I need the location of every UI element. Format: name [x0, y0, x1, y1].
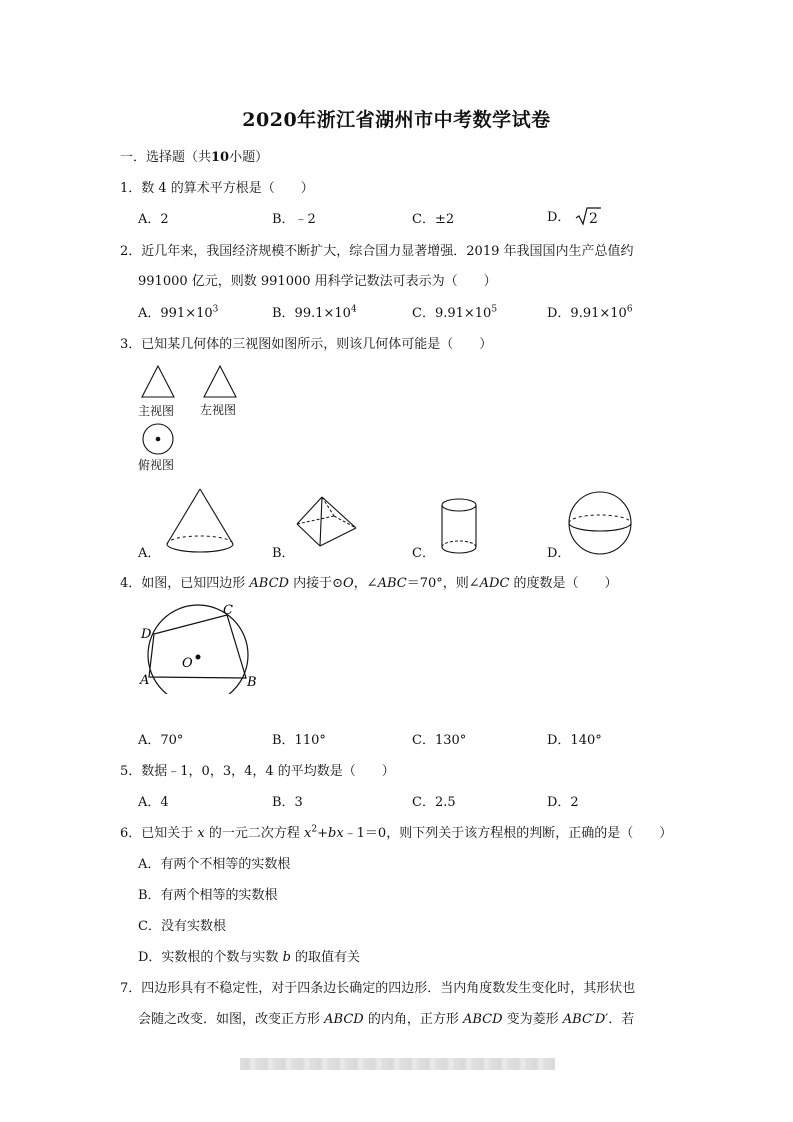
front-view-label: 主视图 — [138, 404, 175, 418]
q1-option-c: C．±2 — [412, 212, 455, 227]
q5-option-a: A．4 — [138, 795, 169, 810]
q3-option-b: B． — [272, 546, 295, 561]
svg-text:A: A — [140, 673, 150, 688]
question-4-stem: 4．如图，已知四边形 ABCD 内接于⊙O，∠ABC＝70°，则∠ADC 的度数是（ ） — [120, 576, 618, 591]
q2-option-c: C．$9.91\times 10^5$ — [412, 304, 498, 321]
sphere-figure — [566, 490, 636, 556]
section-heading: 一．选择题（共10小题） — [120, 150, 269, 165]
q5-option-c: C．2.5 — [412, 795, 456, 810]
front-view-triangle — [140, 364, 180, 400]
top-view-circle — [140, 422, 178, 458]
q6-option-c: C．没有实数根 — [138, 919, 226, 934]
svg-text:B: B — [247, 675, 257, 690]
question-7-line2: 会随之改变．如图，改变正方形 ABCD 的内角，正方形 ABCD 变为菱形 ABC′D′．若 — [138, 1012, 635, 1027]
question-1-stem: 1．数 4 的算术平方根是（ ） — [120, 181, 314, 196]
q3-option-d: D． — [547, 546, 571, 561]
cone-figure — [160, 486, 240, 558]
q6-option-d: D．实数根的个数与实数 b 的取值有关 — [138, 950, 361, 965]
q5-option-b: B．3 — [272, 795, 303, 810]
q6-option-b: B．有两个相等的实数根 — [138, 888, 278, 903]
q1-option-d: D． 2 — [547, 206, 603, 226]
cylinder-figure — [438, 495, 480, 559]
q5-option-d: D．2 — [547, 795, 579, 810]
q1-option-a: A．2 — [138, 212, 169, 227]
pyramid-figure — [292, 494, 364, 552]
q4-option-d: D．140° — [547, 733, 602, 748]
top-view-label: 俯视图 — [138, 458, 175, 472]
q3-option-a: A． — [138, 546, 161, 561]
q4-option-b: B．110° — [272, 733, 326, 748]
q1-option-b: B．﹣2 — [272, 212, 316, 227]
q6-option-a: A．有两个不相等的实数根 — [138, 857, 291, 872]
q2-option-b: B．$99.1\times 10^4$ — [272, 304, 357, 321]
blurred-footer-watermark — [240, 1058, 555, 1070]
q4-option-a: A．70° — [138, 733, 184, 748]
page-title: 2020年浙江省湖州市中考数学试卷 — [242, 109, 551, 131]
question-7-line1: 7．四边形具有不稳定性，对于四条边长确定的四边形．当内角度数发生变化时，其形状也 — [120, 981, 636, 996]
svg-text:C: C — [223, 603, 233, 618]
inscribed-quadrilateral-figure — [134, 598, 264, 694]
q3-option-c: C． — [412, 546, 435, 561]
left-view-label: 左视图 — [200, 403, 237, 417]
question-6-stem: 6．已知关于 x 的一元二次方程 $x^2+bx﹣1=0$，则下列关于该方程根的判断，正确的是（ ） — [120, 824, 673, 841]
svg-text:O: O — [182, 656, 193, 671]
svg-text:D: D — [141, 627, 152, 642]
q4-option-c: C．130° — [412, 733, 467, 748]
left-view-triangle — [202, 364, 242, 400]
q2-option-a: A．$991\times 10^3$ — [138, 304, 219, 321]
question-2-line1: 2．近几年来，我国经济规模不断扩大，综合国力显著增强．2019 年我国国内生产总值约 — [120, 244, 634, 259]
question-5-stem: 5．数据﹣1，0，3，4，4 的平均数是（ ） — [120, 764, 395, 779]
question-3-stem: 3．已知某几何体的三视图如图所示，则该几何体可能是（ ） — [120, 337, 493, 352]
q2-option-d: D．$9.91\times 10^6$ — [547, 304, 633, 321]
sqrt-icon — [575, 206, 603, 226]
svg-text:2: 2 — [588, 211, 598, 226]
question-2-line2: 991000 亿元，则数 991000 用科学记数法可表示为（ ） — [138, 274, 497, 289]
